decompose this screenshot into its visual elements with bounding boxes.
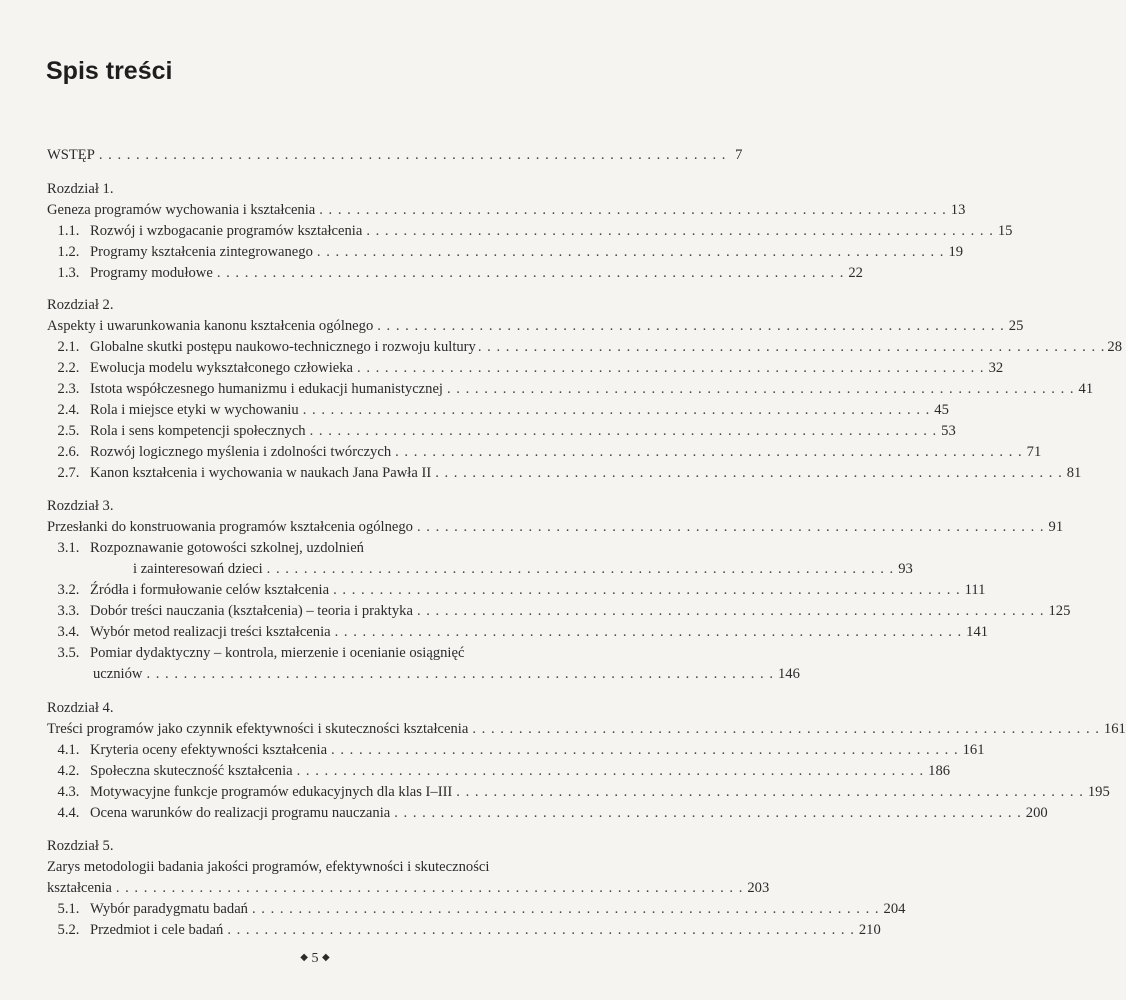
entry-title-continued: uczniów <box>93 666 143 682</box>
entry-page: 93 <box>898 561 913 577</box>
section-number: 5.1. <box>57 901 80 917</box>
toc-entry-section[interactable] <box>47 580 986 600</box>
section-number: 4.4. <box>57 805 80 821</box>
toc-entry-section[interactable] <box>47 242 964 262</box>
page-footer <box>0 951 630 967</box>
toc-entry-section[interactable] <box>47 782 1110 802</box>
entry-page: 195 <box>1087 784 1110 800</box>
leader-dots <box>310 421 938 441</box>
toc-entry-intro[interactable] <box>47 145 743 165</box>
leader-dots <box>366 221 994 241</box>
leader-dots <box>456 782 1084 802</box>
leader-dots <box>377 316 1005 336</box>
toc-entry-chapter-5[interactable] <box>47 857 572 877</box>
entry-page: 161 <box>962 742 985 758</box>
entry-page: 204 <box>883 901 906 917</box>
entry-title: Wybór metod realizacji treści kształcenia <box>90 624 331 640</box>
chapter-label: Rozdział 3. <box>47 498 114 514</box>
chapter-label: Rozdział 2. <box>47 297 114 313</box>
section-number: 2.4. <box>57 402 80 418</box>
entry-page: 53 <box>941 423 956 439</box>
entry-title: Rola i sens kompetencji społecznych <box>90 423 306 439</box>
section-number: 1.3. <box>57 265 80 281</box>
leader-dots <box>317 242 945 262</box>
chapter-label: Rozdział 4. <box>47 700 114 716</box>
leader-dots <box>319 200 947 220</box>
entry-title: Przedmiot i cele badań <box>90 922 224 938</box>
section-number: 1.1. <box>57 223 80 239</box>
leader-dots <box>478 337 1106 357</box>
entry-page: 15 <box>997 223 1013 239</box>
entry-page: 91 <box>1048 519 1064 535</box>
entry-page: 186 <box>928 763 951 779</box>
section-number: 2.2. <box>57 360 80 376</box>
entry-page: 22 <box>848 265 863 281</box>
page-title: Spis treści <box>46 57 173 85</box>
toc-entry-section[interactable] <box>47 263 863 283</box>
entry-page: 203 <box>747 880 770 896</box>
leader-dots <box>303 400 931 420</box>
chapter-label: Rozdział 1. <box>47 181 114 197</box>
toc-entry-continuation[interactable] <box>93 664 800 684</box>
toc-entry-section[interactable] <box>47 643 572 663</box>
entry-title: Aspekty i uwarunkowania kanonu kształcenia ogólnego <box>47 318 374 334</box>
toc-entry-chapter-3[interactable] <box>47 517 1064 537</box>
entry-title: Rozpoznawanie gotowości szkolnej, uzdolnień <box>90 540 364 556</box>
section-number: 4.1. <box>57 742 80 758</box>
leader-dots <box>435 463 1063 483</box>
entry-title: Kanon kształcenia i wychowania w naukach Jana Pawła II <box>90 465 432 481</box>
leader-dots <box>333 580 961 600</box>
entry-page: 45 <box>934 402 949 418</box>
leader-dots <box>99 145 727 165</box>
leader-dots <box>227 920 855 940</box>
chapter-label: Rozdział 5. <box>47 838 114 854</box>
leader-dots <box>252 899 880 919</box>
section-number: 3.5. <box>57 645 80 661</box>
entry-page: 141 <box>966 624 989 640</box>
entry-page: 210 <box>858 922 881 938</box>
entry-page: 28 <box>1107 339 1122 355</box>
entry-title: Treści programów jako czynnik efektywności i skuteczności kształcenia <box>47 721 469 737</box>
entry-title: Motywacyjne funkcje programów edukacyjnych dla klas I–III <box>90 784 453 800</box>
leader-dots <box>335 622 963 642</box>
entry-page: 146 <box>778 666 800 682</box>
page-number: 5 <box>311 951 319 966</box>
entry-title: Dobór treści nauczania (kształcenia) – teoria i praktyka <box>90 603 413 619</box>
section-number: 2.5. <box>57 423 80 439</box>
section-number: 3.3. <box>57 603 80 619</box>
entry-page: 81 <box>1066 465 1082 481</box>
leader-dots <box>297 761 925 781</box>
leader-dots <box>394 803 1022 823</box>
section-number: 3.2. <box>57 582 80 598</box>
section-number: 4.3. <box>57 784 80 800</box>
diamond-icon: ◆ <box>322 952 330 963</box>
entry-title: Przesłanki do konstruowania programów kształcenia ogólnego <box>47 519 413 535</box>
toc-entry-continuation[interactable] <box>133 559 913 579</box>
toc-entry-section[interactable] <box>47 379 1094 399</box>
leader-dots <box>357 358 985 378</box>
toc-entry-chapter-4[interactable] <box>47 719 1126 739</box>
entry-page: 41 <box>1078 381 1094 397</box>
toc-entry-continuation[interactable] <box>47 878 770 898</box>
toc-entry-section[interactable] <box>47 803 1048 823</box>
toc-entry-section[interactable] <box>47 463 1082 483</box>
entry-title: Geneza programów wychowania i kształcenia <box>47 202 316 218</box>
toc-entry-section[interactable] <box>47 421 956 441</box>
entry-title: Programy modułowe <box>90 265 213 281</box>
entry-page: 7 <box>735 147 743 163</box>
leader-dots <box>116 878 744 898</box>
entry-page: 32 <box>988 360 1004 376</box>
leader-dots <box>417 517 1045 537</box>
toc-entry-section[interactable] <box>47 442 1042 462</box>
entry-title-continued: kształcenia <box>47 880 112 896</box>
leader-dots <box>217 263 845 283</box>
leader-dots <box>447 379 1075 399</box>
toc-entry-chapter-2[interactable] <box>47 316 1024 336</box>
entry-title: Programy kształcenia zintegrowanego <box>90 244 313 260</box>
entry-title: Ewolucja modelu wykształconego człowieka <box>90 360 354 376</box>
entry-page: 19 <box>948 244 964 260</box>
toc-entry-section[interactable] <box>47 920 881 940</box>
section-number: 1.2. <box>57 244 80 260</box>
entry-page: 13 <box>950 202 966 218</box>
section-number: 5.2. <box>57 922 80 938</box>
entry-title: Ocena warunków do realizacji programu nauczania <box>90 805 391 821</box>
section-number: 2.6. <box>57 444 80 460</box>
leader-dots <box>472 719 1100 739</box>
toc-entry-chapter-1[interactable] <box>47 200 966 220</box>
section-number: 2.1. <box>57 339 80 355</box>
diamond-icon: ◆ <box>300 952 308 963</box>
entry-title: Rozwój i wzbogacanie programów kształcenia <box>90 223 363 239</box>
entry-title-continued: i zainteresowań dzieci <box>133 561 263 577</box>
entry-title: Wybór paradygmatu badań <box>90 901 248 917</box>
section-number: 2.7. <box>57 465 80 481</box>
entry-title: Źródła i formułowanie celów kształcenia <box>90 582 330 598</box>
entry-page: 111 <box>964 582 986 598</box>
entry-title: Rola i miejsce etyki w wychowaniu <box>90 402 299 418</box>
leader-dots <box>395 442 1023 462</box>
leader-dots <box>417 601 1045 621</box>
section-number: 4.2. <box>57 763 80 779</box>
leader-dots <box>267 559 895 579</box>
entry-page: 71 <box>1026 444 1042 460</box>
toc-entry-section[interactable] <box>47 622 989 642</box>
leader-dots <box>331 740 959 760</box>
entry-page: 25 <box>1008 318 1024 334</box>
toc-entry-section[interactable] <box>47 337 1122 357</box>
toc-entry-section[interactable] <box>47 538 572 558</box>
entry-page: 161 <box>1103 721 1126 737</box>
toc-entry-section[interactable] <box>47 221 1013 241</box>
section-number: 3.1. <box>57 540 80 556</box>
entry-title: Rozwój logicznego myślenia i zdolności twórczych <box>90 444 392 460</box>
section-number: 3.4. <box>57 624 80 640</box>
toc-entry-section[interactable] <box>47 899 906 919</box>
toc-entry-section[interactable] <box>47 740 985 760</box>
toc-entry-section[interactable] <box>47 358 1004 378</box>
toc-entry-section[interactable] <box>47 601 1071 621</box>
entry-title: Zarys metodologii badania jakości programów, efektywności i skuteczności <box>47 859 490 875</box>
entry-title: WSTĘP <box>47 147 95 163</box>
entry-page: 200 <box>1025 805 1048 821</box>
entry-page: 125 <box>1048 603 1071 619</box>
section-number: 2.3. <box>57 381 80 397</box>
entry-title: Społeczna skuteczność kształcenia <box>90 763 293 779</box>
toc-entry-section[interactable] <box>47 400 949 420</box>
toc-entry-section[interactable] <box>47 761 951 781</box>
leader-dots <box>146 664 774 684</box>
entry-title: Kryteria oceny efektywności kształcenia <box>90 742 328 758</box>
entry-title: Globalne skutki postępu naukowo-technicznego i rozwoju kultury <box>90 339 476 355</box>
entry-title: Istota współczesnego humanizmu i edukacji humanistycznej <box>90 381 443 397</box>
entry-title: Pomiar dydaktyczny – kontrola, mierzenie i ocenianie osiągnięć <box>90 645 465 661</box>
